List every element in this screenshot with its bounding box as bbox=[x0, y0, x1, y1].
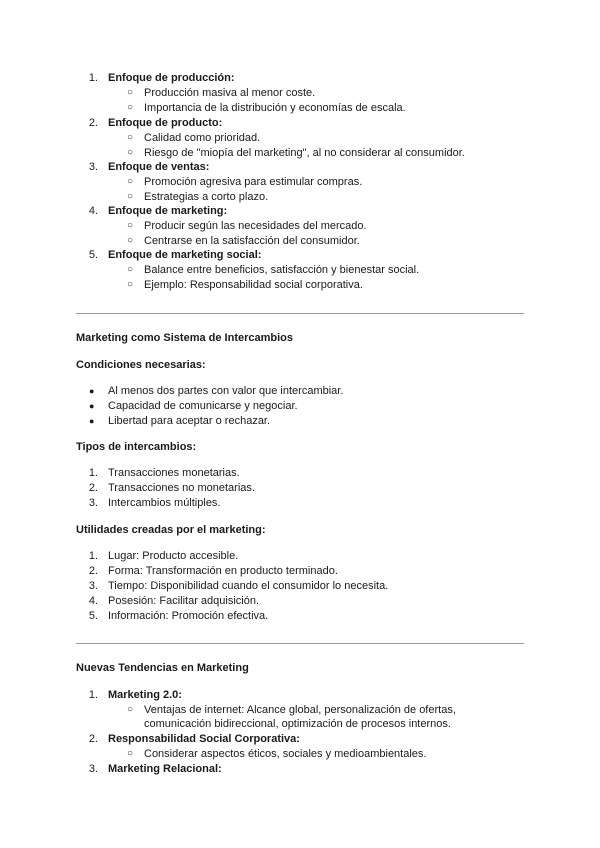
section-heading: Marketing como Sistema de Intercambios bbox=[76, 332, 294, 344]
subsection-title: Tipos de intercambios: bbox=[76, 441, 197, 453]
approach-title: Enfoque de producción: bbox=[108, 72, 235, 84]
approach-title: Enfoque de ventas: bbox=[108, 161, 210, 173]
approach-title: Enfoque de marketing: bbox=[108, 205, 228, 217]
approach-title: Enfoque de marketing social: bbox=[108, 249, 262, 261]
trend-title: Marketing Relacional: bbox=[108, 763, 222, 775]
trend-title: Responsabilidad Social Corporativa: bbox=[108, 733, 300, 745]
subsection-title: Condiciones necesarias: bbox=[76, 359, 206, 371]
subsection-title: Utilidades creadas por el marketing: bbox=[76, 524, 266, 536]
trend-title: Marketing 2.0: bbox=[108, 689, 182, 701]
section-divider bbox=[76, 643, 524, 644]
approach-title: Enfoque de producto: bbox=[108, 117, 223, 129]
section-heading: Nuevas Tendencias en Marketing bbox=[76, 662, 249, 674]
document-page: 1. Enfoque de producción: ○ Producción masiva al menor coste. ○ Importancia de la distribución y economías de escala. 2. Enfoque de producto: ○ Calidad como prioridad. ○ Riesgo de "miopía del marketing", al no considerar al consumidor. 3. Enfoque de ventas: ○ Promoción agresiva para estimular compras. ○ Estrategias a corto plazo. 4. Enfoque de marketing: ○ Producir según las necesidades del mercado. ○ Centrarse en la satisfacción del consumidor. 5. Enfoque de marketing social: ○ Balance entre beneficios, satisfacción y bienestar social. ○ Ejemplo: Responsabilidad social corporativa. Marketing como Sistema de Intercambios Condiciones necesarias: ● Al menos dos partes con valor que intercambiar. ● Capacidad de comunicarse y negociar. ● Libertad para aceptar o rechazar. Tipos de intercambios: 1. Transacciones monetarias. 2. Transacciones no monetarias. 3. Intercambios múltiples. Utilidades creadas por el marketing: 1. Lugar: Producto accesible. 2. Forma: Transformación en producto terminado. 3. Tiempo: Disponibilidad cuando el consumidor lo necesita. 4. Posesión: Facilitar adquisición. 5. Información: Promoción efectiva. Nuevas Tendencias en Marketing 1. Marketing 2.0: ○ Ventajas de internet: Alcance global, personalización de ofertas, comunicación bidireccional, optimización de procesos internos. 2. Responsabilidad Social Corporativa: ○ Considerar aspectos éticos, sociales y medioambientales. 3. Marketing Relacional: bbox=[0, 0, 600, 848]
section-divider bbox=[76, 313, 524, 314]
